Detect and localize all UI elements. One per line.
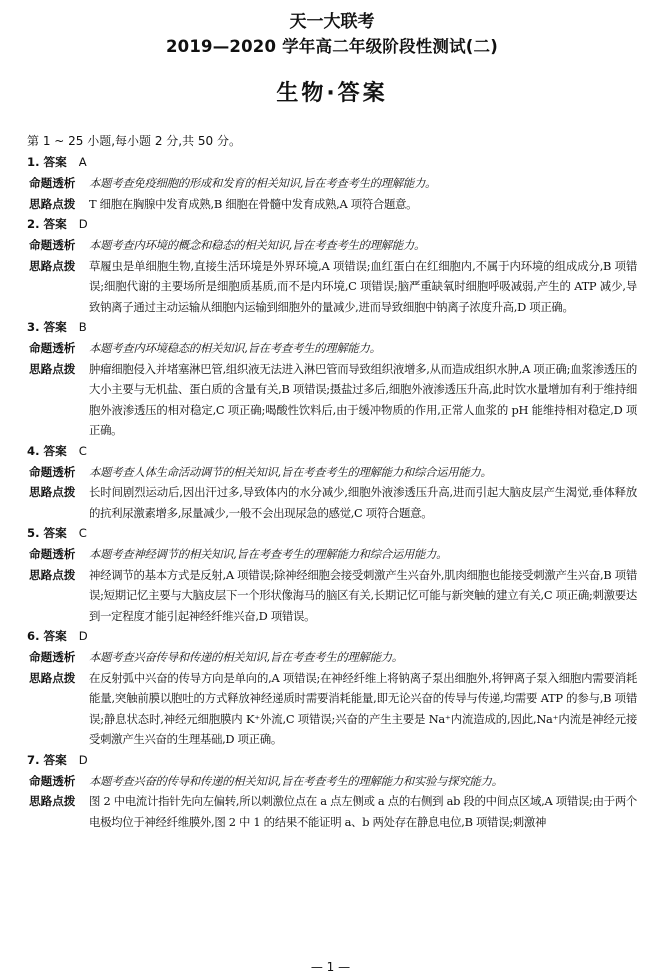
question-header <box>27 523 637 544</box>
tips-text: 在反射弧中兴奋的传导方向是单向的,A 项错误;在神经纤维上将钠离子泵出细胞外,将钾离子泵入细胞内需要消耗能量,突触前膜以胞吐的方式释放神经递质时需要消耗能量,即无论兴奋的传导与传递,均需要 ATP 的参与,B 项错误;静息状态时,神经元细胞膜内 K⁺外流,C 项错误;兴奋的产生主要是 Na⁺内流造成的,因此,Na⁺内流是神经元接受刺激产生兴奋的生理基础,D 项正确。 <box>89 670 637 746</box>
tips-label: 思路点拨 <box>29 485 76 499</box>
question-list <box>27 152 637 832</box>
tips-label: 思路点拨 <box>29 670 76 685</box>
question-item <box>27 523 637 626</box>
exam-name-title: 2019—2020 学年高二年级阶段性测试(二) <box>166 37 498 56</box>
answer-label: 答案 <box>43 526 67 540</box>
question-item <box>27 626 637 750</box>
answer-label: 答案 <box>43 443 67 458</box>
answer-label: 答案 <box>43 629 67 643</box>
question-number: 2. <box>27 217 40 231</box>
page-number: — 1 — <box>310 960 351 974</box>
question-item <box>27 750 637 833</box>
tips-text: 图 2 中电流计指针先向左偏转,所以刺激位点在 a 点左侧或 a 点的右侧到 ab 段的中间点区域,A 项错误;由于两个电极均位于神经纤维膜外,图 2 中 1 的结果不能证明 a、b 两处存在静息电位,B 项错误;刺激神 <box>89 794 637 829</box>
analysis-text: 本题考查内环境的概念和稳态的相关知识,旨在考查考生的理解能力。 <box>89 238 426 252</box>
answer-label: 答案 <box>43 155 67 169</box>
tips-label: 思路点拨 <box>29 196 76 211</box>
exam-organizer-title: 天一大联考 <box>289 12 375 32</box>
question-item <box>27 317 637 441</box>
tips-row <box>29 791 637 832</box>
analysis-text: 本题考查免疫细胞的形成和发育的相关知识,旨在考查考生的理解能力。 <box>89 176 437 190</box>
answer-value: D <box>78 629 88 643</box>
question-header <box>27 152 637 173</box>
analysis-text: 本题考查兴奋传导和传递的相关知识,旨在考查考生的理解能力。 <box>89 650 403 664</box>
answer-value: B <box>78 320 87 334</box>
analysis-row <box>29 647 637 668</box>
answer-value: A <box>78 155 87 169</box>
tips-text: T 细胞在胸腺中发育成熟,B 细胞在骨髓中发育成熟,A 项符合题意。 <box>89 196 418 211</box>
tips-row <box>29 668 637 750</box>
page-header <box>27 0 637 122</box>
tips-row <box>29 194 637 215</box>
analysis-label: 命题透析 <box>29 464 76 479</box>
answer-value: D <box>78 752 88 767</box>
tips-label: 思路点拨 <box>29 361 76 376</box>
tips-text: 长时间剧烈运动后,因出汗过多,导致体内的水分减少,细胞外液渗透压升高,进而引起大脑皮层产生渴觉,垂体释放的抗利尿激素增多,尿量减少,一般不会出现尿急的感觉,C 项符合题意。 <box>89 485 637 520</box>
tips-label: 思路点拨 <box>29 794 76 808</box>
tips-text: 肿瘤细胞侵入并堵塞淋巴管,组织液无法进入淋巴管而导致组织液增多,从而造成组织水肿,A 项正确;血浆渗透压的大小主要与无机盐、蛋白质的含量有关,B 项错误;摄盐过多后,细胞外液渗透压升高,此时饮水量增加有利于维持细胞外液渗透压的相对稳定,C 项正确;喝酸性饮料后,由于缓冲物质的作用,正常人血浆的 pH 能维持相对稳定,D 项正确。 <box>89 361 637 437</box>
section-instruction: 第 1 ~ 25 小题,每小题 2 分,共 50 分。 <box>27 134 242 148</box>
question-header <box>27 750 637 771</box>
analysis-label: 命题透析 <box>29 773 76 788</box>
question-item <box>27 152 637 214</box>
analysis-label: 命题透析 <box>29 176 76 190</box>
analysis-row <box>29 173 637 194</box>
answer-label: 答案 <box>43 320 67 334</box>
question-number: 1. <box>27 155 40 169</box>
analysis-label: 命题透析 <box>29 238 76 252</box>
analysis-text: 本题考查内环境稳态的相关知识,旨在考查考生的理解能力。 <box>89 341 381 355</box>
analysis-text: 本题考查人体生命活动调节的相关知识,旨在考查考生的理解能力和综合运用能力。 <box>89 464 492 479</box>
analysis-row <box>29 771 637 792</box>
question-item <box>27 441 637 524</box>
tips-text: 草履虫是单细胞生物,直接生活环境是外界环境,A 项错误;血红蛋白在红细胞内,不属于内环境的组成成分,B 项错误;细胞代谢的主要场所是细胞质基质,而不是内环境,C 项错误;脑严重缺氧时细胞呼吸减弱,产生的 ATP 减少,导致钠离子通过主动运输从细胞内运输到细胞外的量减少,进而导致细胞中钠离子浓度升高,D 项正确。 <box>89 258 637 314</box>
tips-row <box>29 482 637 523</box>
subject-title: 生物·答案 <box>276 81 388 106</box>
analysis-row <box>29 544 637 565</box>
analysis-row <box>29 462 637 483</box>
analysis-label: 命题透析 <box>29 341 76 355</box>
answer-label: 答案 <box>43 752 67 767</box>
question-number: 6. <box>27 629 40 643</box>
answer-label: 答案 <box>43 217 67 231</box>
analysis-label: 命题透析 <box>29 547 76 561</box>
question-number: 3. <box>27 320 40 334</box>
answer-value: C <box>78 443 87 458</box>
question-number: 5. <box>27 526 40 540</box>
question-header <box>27 441 637 462</box>
analysis-text: 本题考查神经调节的相关知识,旨在考查考生的理解能力和综合运用能力。 <box>89 547 448 561</box>
tips-row <box>29 359 637 441</box>
analysis-text: 本题考查兴奋的传导和传递的相关知识,旨在考查考生的理解能力和实验与探究能力。 <box>89 773 503 788</box>
analysis-label: 命题透析 <box>29 650 76 664</box>
tips-label: 思路点拨 <box>29 567 76 582</box>
tips-text: 神经调节的基本方式是反射,A 项错误;除神经细胞会接受刺激产生兴奋外,肌肉细胞也能接受刺激产生兴奋,B 项错误;短期记忆主要与大脑皮层下一个形状像海马的脑区有关,长期记忆可能与新突触的建立有关,C 项正确;刺激要达到一定程度才能引起神经纤维兴奋,D 项错误。 <box>89 567 637 623</box>
analysis-row <box>29 338 637 359</box>
tips-row <box>29 256 637 318</box>
answer-value: D <box>78 217 88 231</box>
question-header <box>27 214 637 235</box>
analysis-row <box>29 235 637 256</box>
answer-value: C <box>78 526 87 540</box>
question-item <box>27 214 637 317</box>
question-number: 4. <box>27 443 40 458</box>
question-header <box>27 626 637 647</box>
question-header <box>27 317 637 338</box>
tips-row <box>29 565 637 627</box>
question-number: 7. <box>27 752 40 767</box>
tips-label: 思路点拨 <box>29 258 76 273</box>
